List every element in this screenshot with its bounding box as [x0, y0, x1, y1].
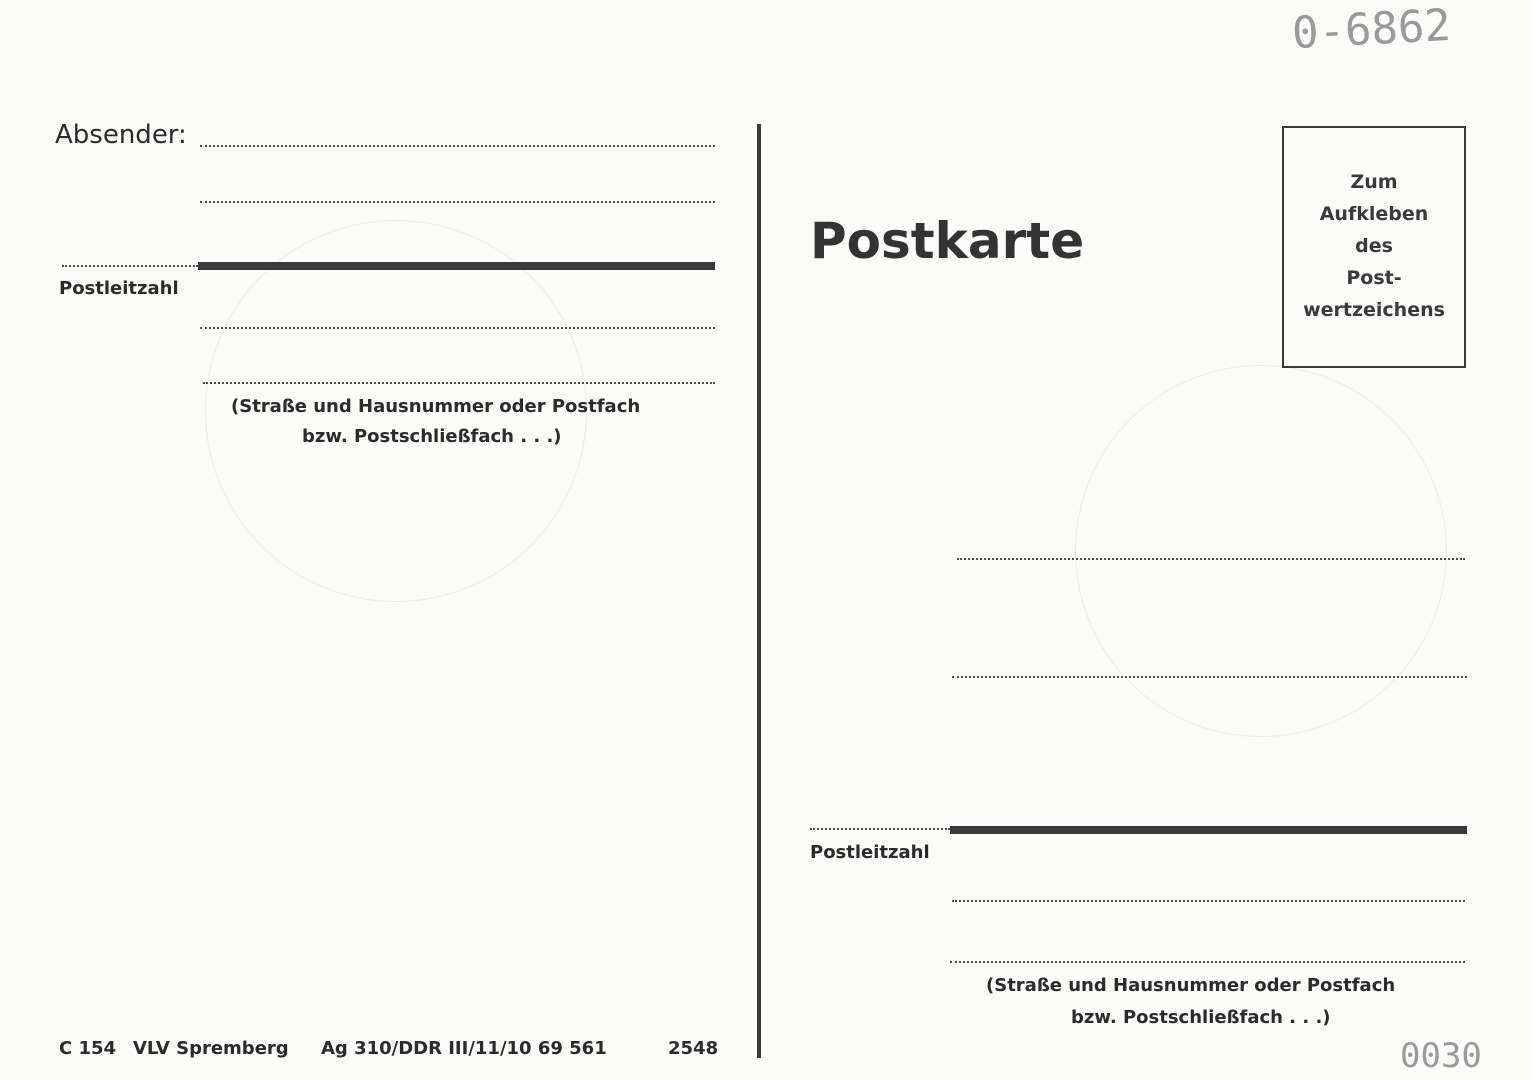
stamp-text-line: Zum	[1350, 171, 1398, 193]
sender-street-line[interactable]	[200, 327, 715, 329]
sender-postleitzahl-label: Postleitzahl	[59, 278, 179, 299]
recipient-city-line[interactable]	[950, 961, 1465, 963]
absender-line-1[interactable]	[200, 145, 715, 147]
sender-postleitzahl-line[interactable]	[198, 262, 715, 270]
recipient-name-line[interactable]	[957, 558, 1465, 560]
sender-postleitzahl-dotted	[62, 265, 198, 267]
absender-label: Absender:	[55, 120, 187, 150]
stamp-box-text	[1284, 166, 1464, 326]
recipient-postleitzahl-label: Postleitzahl	[810, 842, 930, 863]
handwritten-note-top: 0-6862	[1290, 0, 1453, 60]
stamp-text-line: des	[1355, 235, 1393, 257]
recipient-line-2[interactable]	[952, 676, 1467, 678]
imprint-code: C 154	[59, 1038, 117, 1059]
recipient-postleitzahl-dotted	[810, 828, 950, 830]
sender-address-hint-2: bzw. Postschließfach . . .)	[302, 426, 562, 447]
stamp-text-line: wertzeichens	[1303, 299, 1445, 321]
absender-line-2[interactable]	[200, 201, 715, 203]
faint-circle-right	[1075, 365, 1447, 737]
recipient-street-line[interactable]	[952, 900, 1465, 902]
handwritten-note-bottom: 0030	[1400, 1036, 1482, 1076]
imprint-number: 2548	[668, 1038, 719, 1059]
stamp-box[interactable]	[1282, 126, 1466, 368]
stamp-text-line: Post-	[1346, 267, 1402, 289]
sender-address-hint-1: (Straße und Hausnummer oder Postfach	[231, 396, 641, 417]
recipient-address-hint-2: bzw. Postschließfach . . .)	[1071, 1007, 1331, 1028]
stamp-text-line: Aufkleben	[1319, 203, 1429, 225]
imprint-license: Ag 310/DDR III/11/10 69 561	[321, 1038, 607, 1059]
recipient-address-hint-1: (Straße und Hausnummer oder Postfach	[986, 975, 1396, 996]
recipient-postleitzahl-line[interactable]	[950, 826, 1467, 834]
sender-city-line[interactable]	[203, 382, 715, 384]
center-divider	[757, 124, 761, 1058]
postkarte-title: Postkarte	[810, 212, 1085, 270]
imprint-publisher: VLV Spremberg	[133, 1038, 289, 1059]
